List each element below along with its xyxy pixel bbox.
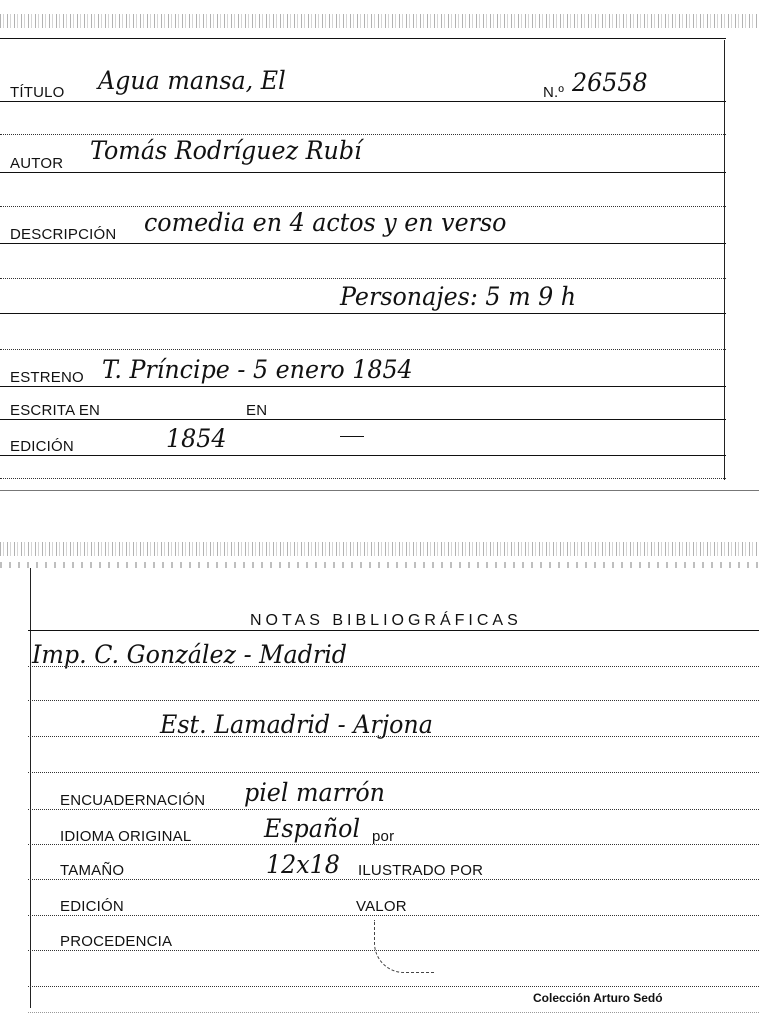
card-bottom-edge [0, 490, 759, 491]
scan-noise-top [0, 14, 759, 28]
dotted-line [28, 986, 759, 987]
card-top-border [0, 38, 726, 39]
numero-label: N.º [543, 84, 565, 101]
dotted-line [28, 700, 759, 701]
nota-1: Imp. C. González - Madrid [32, 640, 347, 669]
dotted-line [28, 915, 759, 916]
dotted-line [28, 1012, 759, 1013]
scan-noise-top [0, 542, 759, 556]
personajes-line [0, 313, 726, 314]
card-left-border [30, 568, 31, 1008]
dotted-line [28, 666, 759, 667]
dotted-line [28, 772, 759, 773]
dash-mark [340, 436, 364, 437]
edicion-label: EDICIÓN [10, 438, 74, 455]
collection-footer: Colección Arturo Sedó [533, 991, 663, 1005]
estreno-line [0, 386, 726, 387]
ilustrado-label: ILUSTRADO POR [358, 862, 484, 879]
dotted-line [0, 278, 726, 279]
en-label: EN [246, 402, 268, 419]
descripcion-line [0, 243, 726, 244]
procedencia-label: PROCEDENCIA [60, 933, 173, 950]
escrita-line [0, 419, 726, 420]
notas-title: NOTAS BIBLIOGRÁFICAS [250, 612, 522, 629]
autor-label: AUTOR [10, 155, 64, 172]
titulo-value: Agua mansa, El [98, 66, 286, 95]
dotted-line [28, 844, 759, 845]
stamp-mark [374, 920, 435, 973]
dotted-line [0, 349, 726, 350]
dotted-line [28, 809, 759, 810]
dotted-line [0, 134, 726, 135]
estreno-label: ESTRENO [10, 369, 84, 386]
descripcion-value: comedia en 4 actos y en verso [144, 208, 507, 237]
estreno-value: T. Príncipe - 5 enero 1854 [102, 355, 413, 384]
titulo-line [0, 101, 726, 102]
nota-2: Est. Lamadrid - Arjona [160, 710, 433, 739]
catalog-card-bottom [0, 540, 759, 1028]
descripcion-label: DESCRIPCIÓN [10, 226, 117, 243]
dotted-line [0, 206, 726, 207]
catalog-card-top [0, 0, 759, 500]
scan-noise-band [0, 562, 759, 568]
notas-line [28, 630, 759, 631]
encuadernacion-value: piel marrón [244, 778, 385, 807]
por-label: por [372, 828, 395, 845]
titulo-label: TÍTULO [10, 84, 65, 101]
tamano-value: 12x18 [266, 850, 340, 879]
dotted-line [28, 879, 759, 880]
edicion-line [0, 455, 726, 456]
dotted-line [0, 478, 726, 479]
edicion-label: EDICIÓN [60, 898, 124, 915]
idioma-label: IDIOMA ORIGINAL [60, 828, 192, 845]
autor-value: Tomás Rodríguez Rubí [90, 136, 362, 165]
dotted-line [28, 950, 759, 951]
card-right-border [724, 40, 725, 480]
encuadernacion-label: ENCUADERNACIÓN [60, 792, 206, 809]
dotted-line [28, 736, 759, 737]
tamano-label: TAMAÑO [60, 862, 125, 879]
edicion-value: 1854 [166, 424, 227, 453]
escrita-en-label: ESCRITA EN [10, 402, 101, 419]
valor-label: VALOR [356, 898, 407, 915]
personajes-value: Personajes: 5 m 9 h [340, 282, 577, 311]
autor-line [0, 172, 726, 173]
idioma-value: Español [264, 814, 361, 843]
numero-value: 26558 [572, 68, 648, 97]
